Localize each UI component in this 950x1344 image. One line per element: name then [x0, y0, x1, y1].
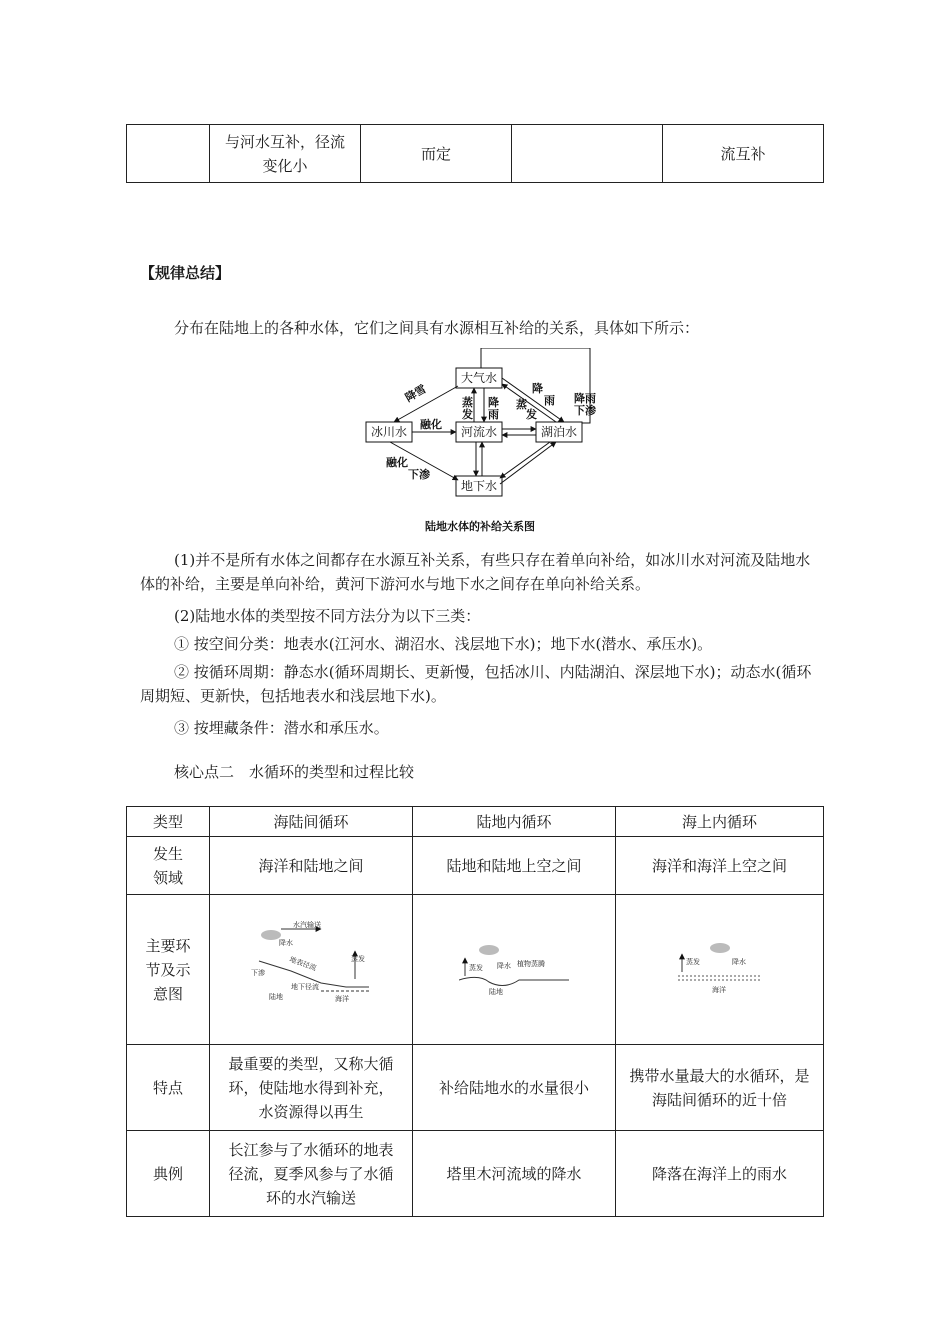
note-4: ② 按循环周期：静态水(循环周期长、更新慢，包括冰川、内陆湖泊、深层地下水)；动态水(循环周期短、更新快，包括地表水和浅层地下水)。	[140, 663, 812, 705]
note-2: (2)陆地水体的类型按不同方法分为以下三类：	[174, 607, 481, 625]
top-cell-5: 流互补	[663, 125, 824, 183]
label-rainseep-b: 下渗	[574, 404, 596, 417]
node-groundwater-label: 地下水	[460, 479, 498, 493]
section-title: 核心点二 水循环的类型和过程比较	[174, 763, 415, 781]
note-5: ③ 按埋藏条件：潜水和承压水。	[174, 719, 389, 737]
sl-underground: 地下径流	[291, 983, 319, 991]
summary-heading: 【规律总结】	[140, 264, 231, 282]
sl-rain: 降水	[279, 939, 293, 947]
label-snow: 降雪	[403, 382, 429, 405]
diagram-sea-land-cell	[210, 895, 413, 1045]
label-evap2a: 蒸	[516, 398, 527, 411]
water-supply-diagram	[360, 348, 600, 536]
oc-evap: 蒸发	[685, 958, 700, 966]
diagram-caption: 陆地水体的补给关系图	[425, 520, 535, 533]
example-sea-land: 长江参与了水循环的地表径流，夏季风参与了水循环的水汽输送	[210, 1131, 413, 1217]
in-transp: 植物蒸腾	[517, 960, 545, 968]
node-river-label: 河流水	[460, 425, 498, 439]
row-feature-label: 特点	[127, 1045, 210, 1131]
header-inland: 陆地内循环	[413, 807, 616, 837]
label-rain1b: 雨	[488, 408, 499, 421]
in-land: 陆地	[489, 988, 503, 996]
header-type: 类型	[127, 807, 210, 837]
diagram-ocean-cell	[616, 895, 824, 1045]
label-rain2a: 降	[532, 382, 543, 395]
ocean-cycle-diagram	[670, 936, 770, 996]
in-rain: 降水	[497, 962, 511, 970]
sl-evap: 蒸发	[351, 955, 365, 963]
top-cell-1	[127, 125, 210, 183]
top-cell-3: 而定	[361, 125, 512, 183]
summary-intro: 分布在陆地上的各种水体，它们之间具有水源相互补给的关系，具体如下所示：	[174, 319, 700, 337]
top-cell-4	[512, 125, 663, 183]
domain-inland: 陆地和陆地上空之间	[413, 837, 616, 895]
label-rain2b: 雨	[544, 394, 555, 407]
header-sea-land: 海陆间循环	[210, 807, 413, 837]
sl-seep: 下渗	[251, 969, 265, 977]
label-melt2b: 下渗	[408, 468, 430, 481]
row-example-label: 典例	[127, 1131, 210, 1217]
in-evap: 蒸发	[469, 964, 483, 972]
feature-inland: 补给陆地水的水量很小	[413, 1045, 616, 1131]
node-atmosphere-label: 大气水	[460, 371, 498, 385]
domain-ocean: 海洋和海洋上空之间	[616, 837, 824, 895]
domain-sea-land: 海洋和陆地之间	[210, 837, 413, 895]
header-ocean: 海上内循环	[616, 807, 824, 837]
example-inland: 塔里木河流域的降水	[413, 1131, 616, 1217]
sea-land-cycle-diagram	[251, 921, 371, 1011]
note-1: (1)并不是所有水体之间都存在水源互补关系，有些只存在着单向补给，如冰川水对河流及陆地水体的补给，主要是单向补给，黄河下游河水与地下水之间存在单向补给关系。	[140, 551, 811, 593]
feature-sea-land: 最重要的类型，又称大循环，使陆地水得到补充，水资源得以再生	[210, 1045, 413, 1131]
row-domain-label: 发生领域	[127, 837, 210, 895]
top-cell-2: 与河水互补，径流变化小	[210, 125, 361, 183]
example-ocean: 降落在海洋上的雨水	[616, 1131, 824, 1217]
label-evap1a: 蒸	[462, 396, 473, 409]
oc-rain: 降水	[731, 958, 746, 966]
oc-ocean: 海洋	[711, 986, 726, 994]
label-rain1a: 降	[488, 396, 499, 409]
label-evap1b: 发	[462, 408, 473, 421]
label-evap2b: 发	[526, 408, 537, 421]
row-diagram-label: 主要环节及示意图	[127, 895, 210, 1045]
comparison-table	[126, 806, 824, 1217]
node-lake-label: 湖泊水	[540, 425, 578, 439]
label-melt2a: 融化	[386, 456, 408, 469]
inland-cycle-diagram	[459, 936, 569, 996]
feature-ocean: 携带水量最大的水循环，是海陆间循环的近十倍	[616, 1045, 824, 1131]
sl-land: 陆地	[269, 993, 283, 1001]
diagram-inland-cell	[413, 895, 616, 1045]
node-glacier-label: 冰川水	[370, 425, 408, 439]
label-rainseep-a: 降雨	[574, 392, 596, 405]
sl-surface: 地表径流	[288, 955, 318, 973]
note-3: ① 按空间分类：地表水(江河水、湖沼水、浅层地下水)；地下水(潜水、承压水)。	[174, 635, 713, 653]
sl-ocean: 海洋	[335, 995, 349, 1003]
top-table	[126, 124, 824, 183]
sl-vapor: 水汽输送	[293, 921, 321, 929]
label-melt1: 融化	[420, 418, 442, 431]
